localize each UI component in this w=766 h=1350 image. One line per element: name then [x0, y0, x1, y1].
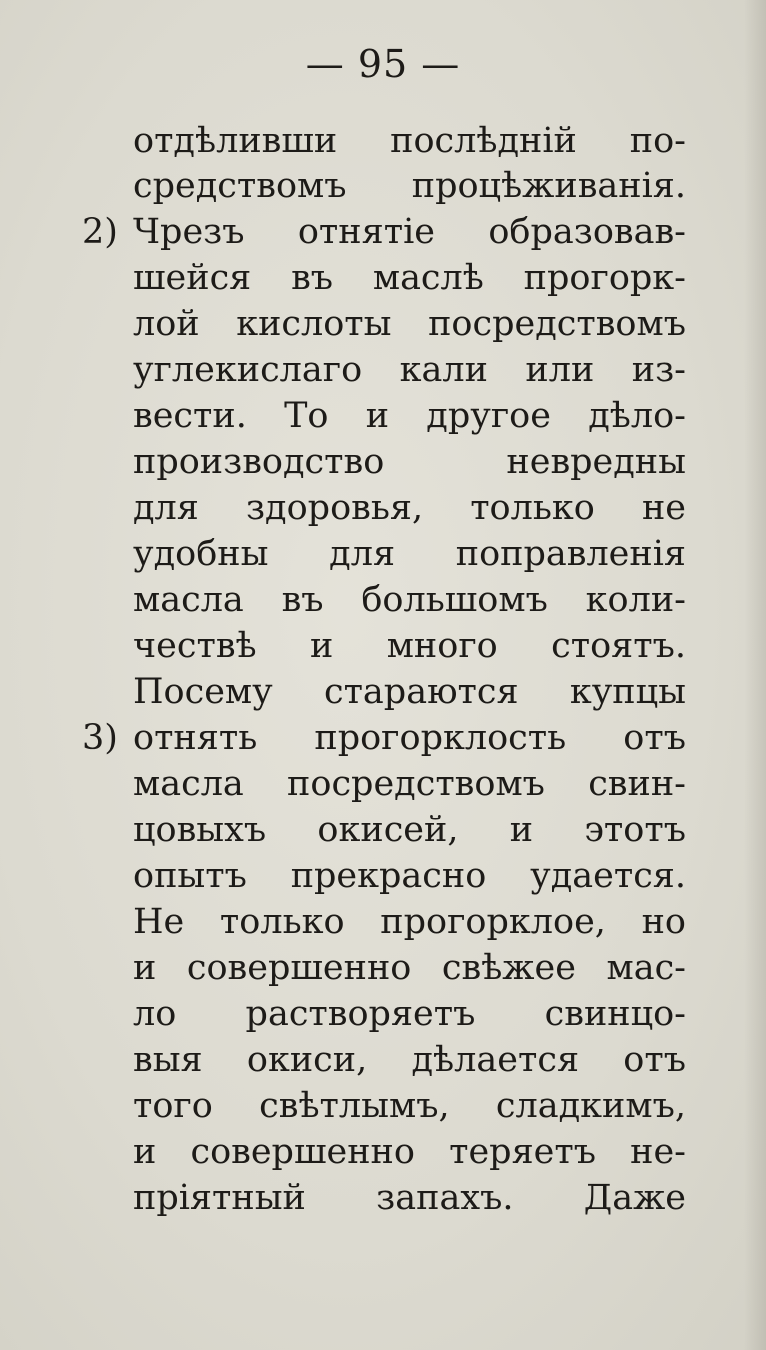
text-line: и совершенно теряетъ не- — [133, 1132, 686, 1172]
text-line: производство невредны — [133, 442, 686, 482]
text-line: выя окиси, дѣлается отъ — [133, 1040, 686, 1080]
text-line: цовыхъ окисей, и этотъ — [133, 810, 686, 850]
text-line: отнять прогорклость отъ — [133, 718, 686, 758]
text-line: ло растворяетъ свинцо- — [133, 994, 686, 1034]
text-line: Посему стараются купцы — [133, 672, 686, 712]
text-line: для здоровья, только не — [133, 488, 686, 528]
item-marker-3: 3) — [82, 718, 118, 758]
text-line: отдѣливши послѣдній по- — [133, 121, 686, 161]
page-number: — 95 — — [305, 42, 461, 86]
text-line: вести. То и другое дѣло- — [133, 396, 686, 436]
text-line: Чрезъ отнятіе образовав- — [133, 212, 686, 252]
text-line: удобны для поправленія — [133, 534, 686, 574]
text-line: того свѣтлымъ, сладкимъ, — [133, 1086, 686, 1126]
text-line: углекислаго кали или из- — [133, 350, 686, 390]
page-edge-shadow — [744, 0, 766, 1350]
text-line: Не только прогорклое, но — [133, 902, 686, 942]
text-line: средствомъ процѣживанія. — [133, 166, 686, 206]
text-line: шейся въ маслѣ прогорк- — [133, 258, 686, 298]
text-line: масла въ большомъ коли- — [133, 580, 686, 620]
text-line: чествѣ и много стоятъ. — [133, 626, 686, 666]
text-line: и совершенно свѣжее мас- — [133, 948, 686, 988]
text-line: лой кислоты посредствомъ — [133, 304, 686, 344]
item-marker-2: 2) — [82, 212, 118, 252]
text-line: пріятный запахъ. Даже — [133, 1178, 686, 1218]
text-line: масла посредствомъ свин- — [133, 764, 686, 804]
text-line: опытъ прекрасно удается. — [133, 856, 686, 896]
